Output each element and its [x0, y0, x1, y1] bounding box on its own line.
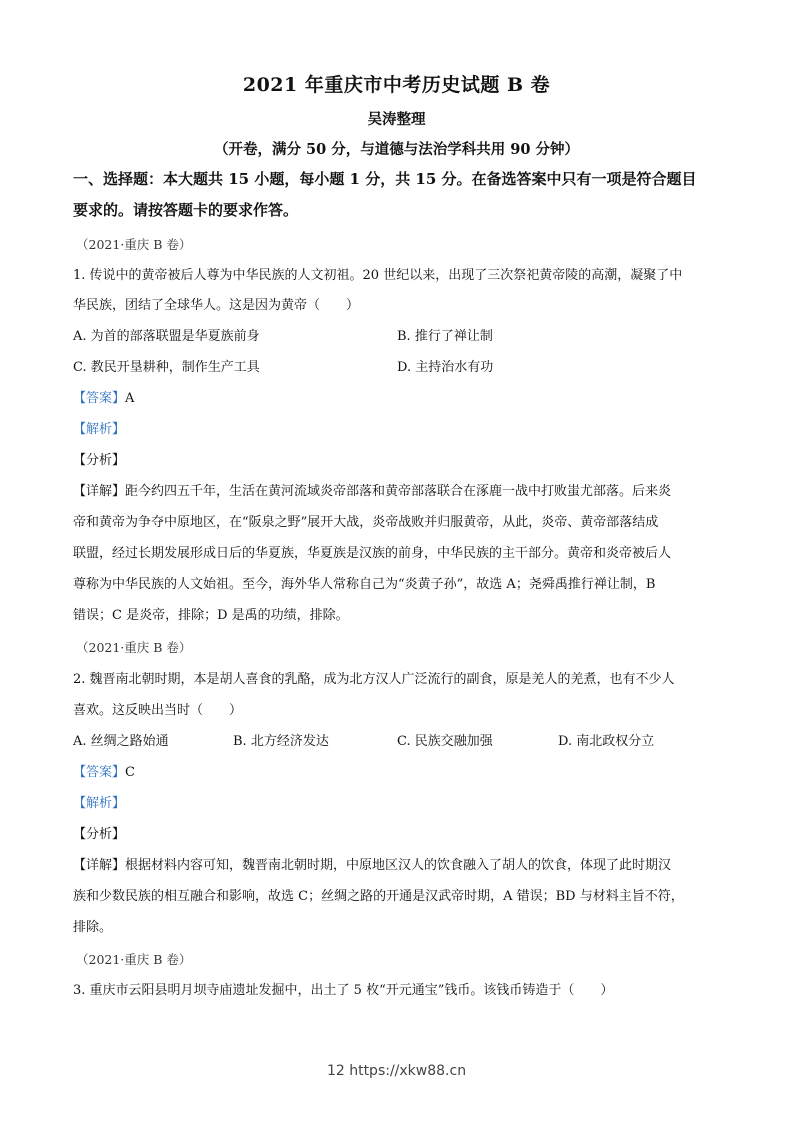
q1-option-c: C. 教民开垦耕种，制作生产工具 — [73, 360, 260, 375]
q1-stem-line-2: 华民族，团结了全球华人。这是因为黄帝（ ） — [73, 298, 360, 313]
q3-source: （2021·重庆 B 卷） — [76, 952, 192, 967]
q2-detail-tag: 【详解】 — [73, 858, 126, 873]
q1-fenxi-line — [73, 451, 733, 471]
q1-answer-tag: 【答案】 — [73, 391, 126, 406]
q2-option-c: C. 民族交融加强 — [397, 734, 493, 749]
page-footer: 12 https://xkw88.cn — [326, 1063, 467, 1079]
q2-answer-line — [73, 763, 733, 783]
q1-source: （2021·重庆 B 卷） — [76, 237, 192, 252]
q1-option-b: B. 推行了禅让制 — [397, 329, 493, 344]
section-heading — [73, 164, 733, 226]
q1-detail-line-1 — [73, 482, 733, 502]
q2-detail-line-3: 排除。 — [73, 920, 113, 935]
q1-analysis-tag: 【解析】 — [73, 422, 126, 437]
author-line: 吴涛整理 — [367, 111, 426, 128]
q1-analysis-line — [73, 420, 733, 440]
q2-detail-line-1 — [73, 856, 733, 876]
q2-fenxi-line — [73, 825, 733, 845]
q2-option-d: D. 南北政权分立 — [558, 734, 655, 749]
q2-stem-line-2: 喜欢。这反映出当时（ ） — [73, 703, 243, 718]
q2-option-b: B. 北方经济发达 — [233, 734, 329, 749]
exam-subtitle: （开卷，满分 50 分，与道德与法治学科共用 90 分钟） — [213, 141, 580, 158]
page-title: 2021 年重庆市中考历史试题 B 卷 — [242, 74, 551, 96]
q1-detail-line-2: 帝和黄帝为争夺中原地区，在“阪泉之野”展开大战，炎帝战败并归服黄帝，从此，炎帝、黄帝部落结成 — [73, 515, 659, 530]
q1-detail-line-5: 错误；C 是炎帝，排除；D 是禹的功绩，排除。 — [73, 608, 349, 623]
q2-answer-value: C — [125, 765, 135, 780]
q2-answer-tag: 【答案】 — [73, 765, 126, 780]
q2-option-a: A. 丝绸之路始通 — [73, 734, 169, 749]
q3-stem-line-1: 3. 重庆市云阳县明月坝寺庙遗址发掘中，出土了 5 枚“开元通宝”钱币。该钱币铸造于（ ） — [73, 983, 614, 998]
section-heading-line-1: 一、选择题：本大题共 15 小题，每小题 1 分，共 15 分。在备选答案中只有一项是符合题目 — [73, 170, 697, 188]
q2-source: （2021·重庆 B 卷） — [76, 640, 192, 655]
q1-option-a: A. 为首的部落联盟是华夏族前身 — [73, 329, 260, 344]
q2-analysis-line — [73, 794, 733, 814]
q1-detail-text-1: 距今约四五千年，生活在黄河流域炎帝部落和黄帝部落联合在涿鹿一战中打败蚩尤部落。后来炎 — [125, 484, 672, 499]
q2-analysis-tag: 【解析】 — [73, 796, 126, 811]
q1-detail-tag: 【详解】 — [73, 484, 126, 499]
q2-stem-line-1: 2. 魏晋南北朝时期，本是胡人喜食的乳酪，成为北方汉人广泛流行的副食，原是羌人的羌煮，也有不少人 — [73, 672, 675, 687]
q1-option-d: D. 主持治水有功 — [397, 360, 494, 375]
q1-answer-value: A — [125, 391, 135, 406]
q1-stem-line-1: 1. 传说中的黄帝被后人尊为中华民族的人文初祖。20 世纪以来，出现了三次祭祀黄帝陵的高潮，凝聚了中 — [73, 268, 683, 283]
q2-detail-line-2: 族和少数民族的相互融合和影响，故选 C；丝绸之路的开通是汉武帝时期，A 错误；BD 与材料主旨不符， — [73, 889, 684, 904]
q2-detail-text-1: 根据材料内容可知，魏晋南北朝时期，中原地区汉人的饮食融入了胡人的饮食，体现了此时期汉 — [125, 858, 672, 873]
section-heading-line-2: 要求的。请按答题卡的要求作答。 — [73, 201, 299, 219]
q1-detail-line-4: 尊称为中华民族的人文始祖。至今，海外华人常称自己为“炎黄子孙”，故选 A；尧舜禹推行禅让制，B — [73, 577, 656, 592]
q1-fenxi-tag: 【分析】 — [73, 453, 126, 468]
q1-detail-line-3: 联盟，经过长期发展形成日后的华夏族，华夏族是汉族的前身，中华民族的主干部分。黄帝和炎帝被后人 — [73, 546, 672, 561]
q1-answer-line — [73, 389, 733, 409]
q2-fenxi-tag: 【分析】 — [73, 827, 126, 842]
